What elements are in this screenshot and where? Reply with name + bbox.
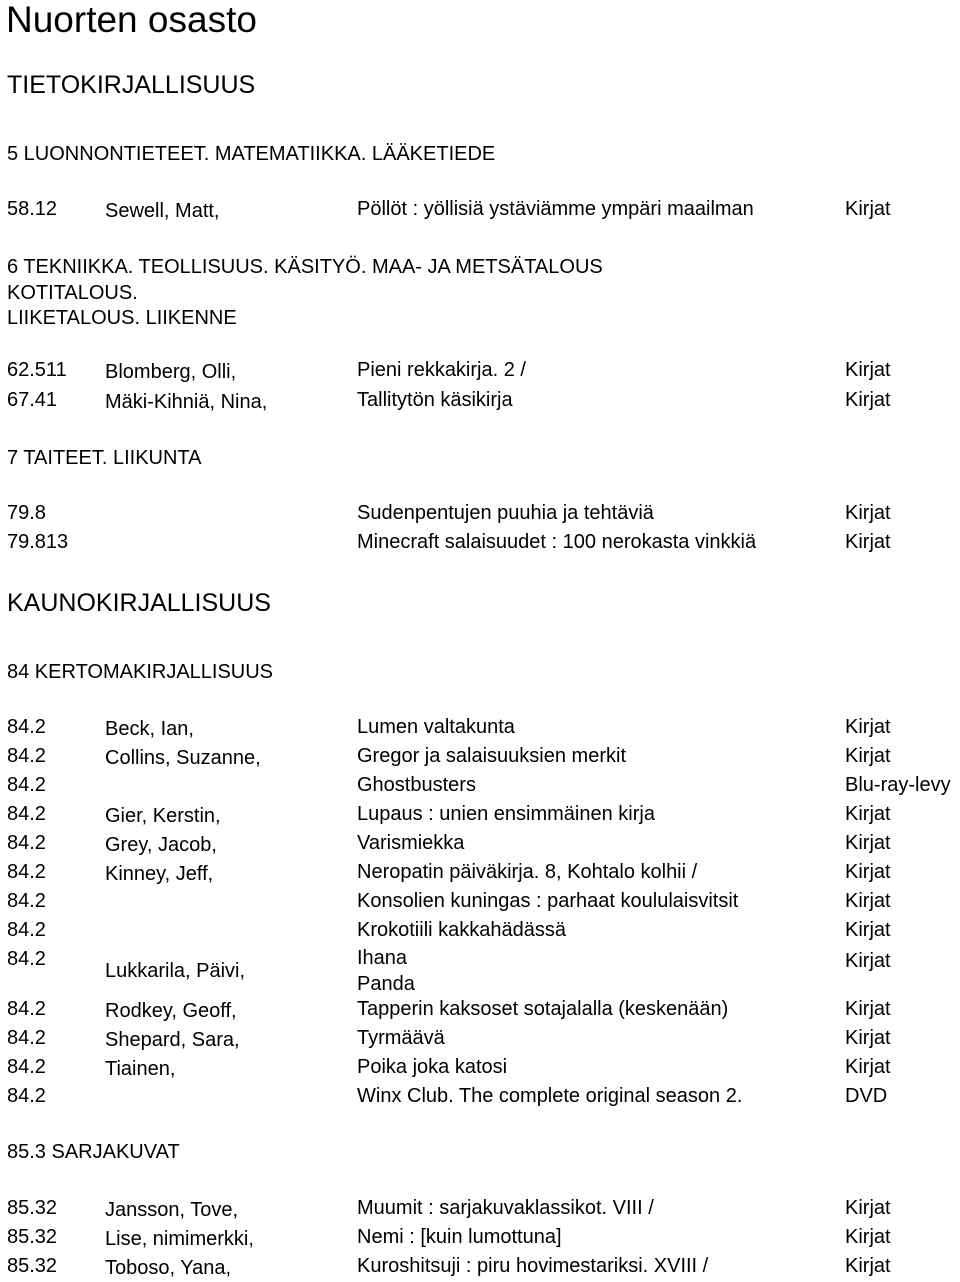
section-heading-kaunokirjallisuus: KAUNOKIRJALLISUUS bbox=[7, 589, 271, 617]
list-item bbox=[0, 1082, 960, 1112]
item-title: Minecraft salaisuudet : 100 nerokasta vinkkiä bbox=[357, 531, 757, 553]
class-heading-85-3: 85.3 SARJAKUVAT bbox=[7, 1141, 180, 1163]
item-title: Pieni rekkakirja. 2 / bbox=[357, 359, 526, 381]
material-type: Kirjat bbox=[845, 803, 891, 825]
list-item bbox=[0, 800, 960, 830]
author: Lukkarila, Päivi, bbox=[105, 960, 246, 982]
author: Mäki-Kihniä, Nina, bbox=[105, 391, 268, 413]
material-type: Kirjat bbox=[845, 198, 891, 220]
class-number: 84.2 bbox=[7, 745, 46, 767]
material-type: Kirjat bbox=[845, 919, 891, 941]
class-number: 58.12 bbox=[7, 198, 58, 220]
list-item bbox=[0, 528, 960, 558]
material-type: Kirjat bbox=[845, 389, 891, 411]
material-type: Kirjat bbox=[845, 502, 891, 524]
item-title: Winx Club. The complete original season 2. bbox=[357, 1085, 743, 1107]
material-type: Blu-ray-levy bbox=[845, 774, 951, 796]
item-title: Lumen valtakunta bbox=[357, 716, 515, 738]
material-type: Kirjat bbox=[845, 1027, 891, 1049]
item-title: Tapperin kaksoset sotajalalla (keskenään) bbox=[357, 998, 729, 1020]
list-item bbox=[0, 995, 960, 1025]
author: Lise, nimimerkki, bbox=[105, 1228, 254, 1250]
list-item bbox=[0, 887, 960, 917]
class-number: 84.2 bbox=[7, 919, 46, 941]
list-item bbox=[0, 771, 960, 801]
class-number: 84.2 bbox=[7, 803, 46, 825]
item-title: Pöllöt : yöllisiä ystäviämme ympäri maailman bbox=[357, 198, 754, 220]
item-title: Gregor ja salaisuuksien merkit bbox=[357, 745, 626, 767]
list-item bbox=[0, 742, 960, 772]
section-heading-tietokirjallisuus: TIETOKIRJALLISUUS bbox=[7, 71, 256, 99]
author: Tiainen, bbox=[105, 1058, 176, 1080]
item-title: Konsolien kuningas : parhaat koululaisvitsit bbox=[357, 890, 739, 912]
item-title: Poika joka katosi bbox=[357, 1056, 508, 1078]
material-type: Kirjat bbox=[845, 861, 891, 883]
item-title: Sudenpentujen puuhia ja tehtäviä bbox=[357, 502, 654, 524]
item-title: Tyrmäävä bbox=[357, 1027, 445, 1049]
material-type: Kirjat bbox=[845, 950, 891, 972]
item-title: Lupaus : unien ensimmäinen kirja bbox=[357, 803, 655, 825]
class-number: 84.2 bbox=[7, 1085, 46, 1107]
class-number: 85.32 bbox=[7, 1197, 58, 1219]
author: Rodkey, Geoff, bbox=[105, 1000, 237, 1022]
list-item bbox=[0, 356, 960, 386]
class-number: 84.2 bbox=[7, 832, 46, 854]
class-number: 85.32 bbox=[7, 1226, 58, 1248]
class-number: 84.2 bbox=[7, 890, 46, 912]
item-title: Neropatin päiväkirja. 8, Kohtalo kolhii / bbox=[357, 861, 698, 883]
author: Sewell, Matt, bbox=[105, 200, 220, 222]
list-item bbox=[0, 1223, 960, 1253]
class-number: 84.2 bbox=[7, 948, 46, 970]
author: Blomberg, Olli, bbox=[105, 361, 237, 383]
material-type: Kirjat bbox=[845, 716, 891, 738]
material-type: Kirjat bbox=[845, 890, 891, 912]
class-heading-84: 84 KERTOMAKIRJALLISUUS bbox=[7, 661, 274, 683]
class-number: 79.813 bbox=[7, 531, 69, 553]
material-type: Kirjat bbox=[845, 531, 891, 553]
author: Beck, Ian, bbox=[105, 718, 194, 740]
list-item bbox=[0, 499, 960, 529]
class-number: 84.2 bbox=[7, 861, 46, 883]
list-item bbox=[0, 1024, 960, 1054]
material-type: Kirjat bbox=[845, 1255, 891, 1277]
class-number: 84.2 bbox=[7, 998, 46, 1020]
class-number: 85.32 bbox=[7, 1255, 58, 1277]
list-item bbox=[0, 1252, 960, 1282]
author: Collins, Suzanne, bbox=[105, 747, 261, 769]
class-number: 84.2 bbox=[7, 1056, 46, 1078]
list-item bbox=[0, 1053, 960, 1083]
class-number: 62.511 bbox=[7, 359, 67, 381]
list-item bbox=[0, 195, 960, 225]
list-item bbox=[0, 1194, 960, 1224]
class-heading-5: 5 LUONNONTIETEET. MATEMATIIKKA. LÄÄKETIEDE bbox=[7, 143, 496, 165]
class-number: 84.2 bbox=[7, 774, 46, 796]
item-title: Krokotiili kakkahädässä bbox=[357, 919, 566, 941]
material-type: Kirjat bbox=[845, 1197, 891, 1219]
author: Shepard, Sara, bbox=[105, 1029, 240, 1051]
class-heading-6-line1: 6 TEKNIIKKA. TEOLLISUUS. KÄSITYÖ. MAA- JA METSÄTALOUS bbox=[7, 256, 603, 278]
list-item bbox=[0, 858, 960, 888]
material-type: Kirjat bbox=[845, 745, 891, 767]
class-heading-7: 7 TAITEET. LIIKUNTA bbox=[7, 447, 202, 469]
list-item bbox=[0, 916, 960, 946]
class-heading-6-line2: KOTITALOUS. bbox=[7, 282, 138, 304]
list-item bbox=[0, 945, 960, 999]
item-title-line: Panda bbox=[357, 973, 415, 995]
item-title: Varismiekka bbox=[357, 832, 465, 854]
item-title: Muumit : sarjakuvaklassikot. VIII / bbox=[357, 1197, 654, 1219]
class-number: 79.8 bbox=[7, 502, 46, 524]
item-title: Nemi : [kuin lumottuna] bbox=[357, 1226, 562, 1248]
class-number: 67.41 bbox=[7, 389, 58, 411]
material-type: Kirjat bbox=[845, 1056, 891, 1078]
material-type: Kirjat bbox=[845, 832, 891, 854]
author: Toboso, Yana, bbox=[105, 1257, 232, 1279]
material-type: Kirjat bbox=[845, 998, 891, 1020]
author: Kinney, Jeff, bbox=[105, 863, 214, 885]
item-title-line: Ihana bbox=[357, 947, 408, 969]
author: Jansson, Tove, bbox=[105, 1199, 239, 1221]
class-number: 84.2 bbox=[7, 716, 46, 738]
item-title: Ghostbusters bbox=[357, 774, 476, 796]
list-item bbox=[0, 386, 960, 416]
list-item bbox=[0, 829, 960, 859]
list-item bbox=[0, 713, 960, 743]
material-type: DVD bbox=[845, 1085, 888, 1107]
material-type: Kirjat bbox=[845, 1226, 891, 1248]
author: Gier, Kerstin, bbox=[105, 805, 221, 827]
author: Grey, Jacob, bbox=[105, 834, 217, 856]
item-title: Tallitytön käsikirja bbox=[357, 389, 513, 411]
page-title: Nuorten osasto bbox=[6, 0, 257, 40]
item-title: Kuroshitsuji : piru hovimestariksi. XVIII / bbox=[357, 1255, 709, 1277]
material-type: Kirjat bbox=[845, 359, 891, 381]
class-number: 84.2 bbox=[7, 1027, 46, 1049]
class-heading-6-line3: LIIKETALOUS. LIIKENNE bbox=[7, 307, 237, 329]
